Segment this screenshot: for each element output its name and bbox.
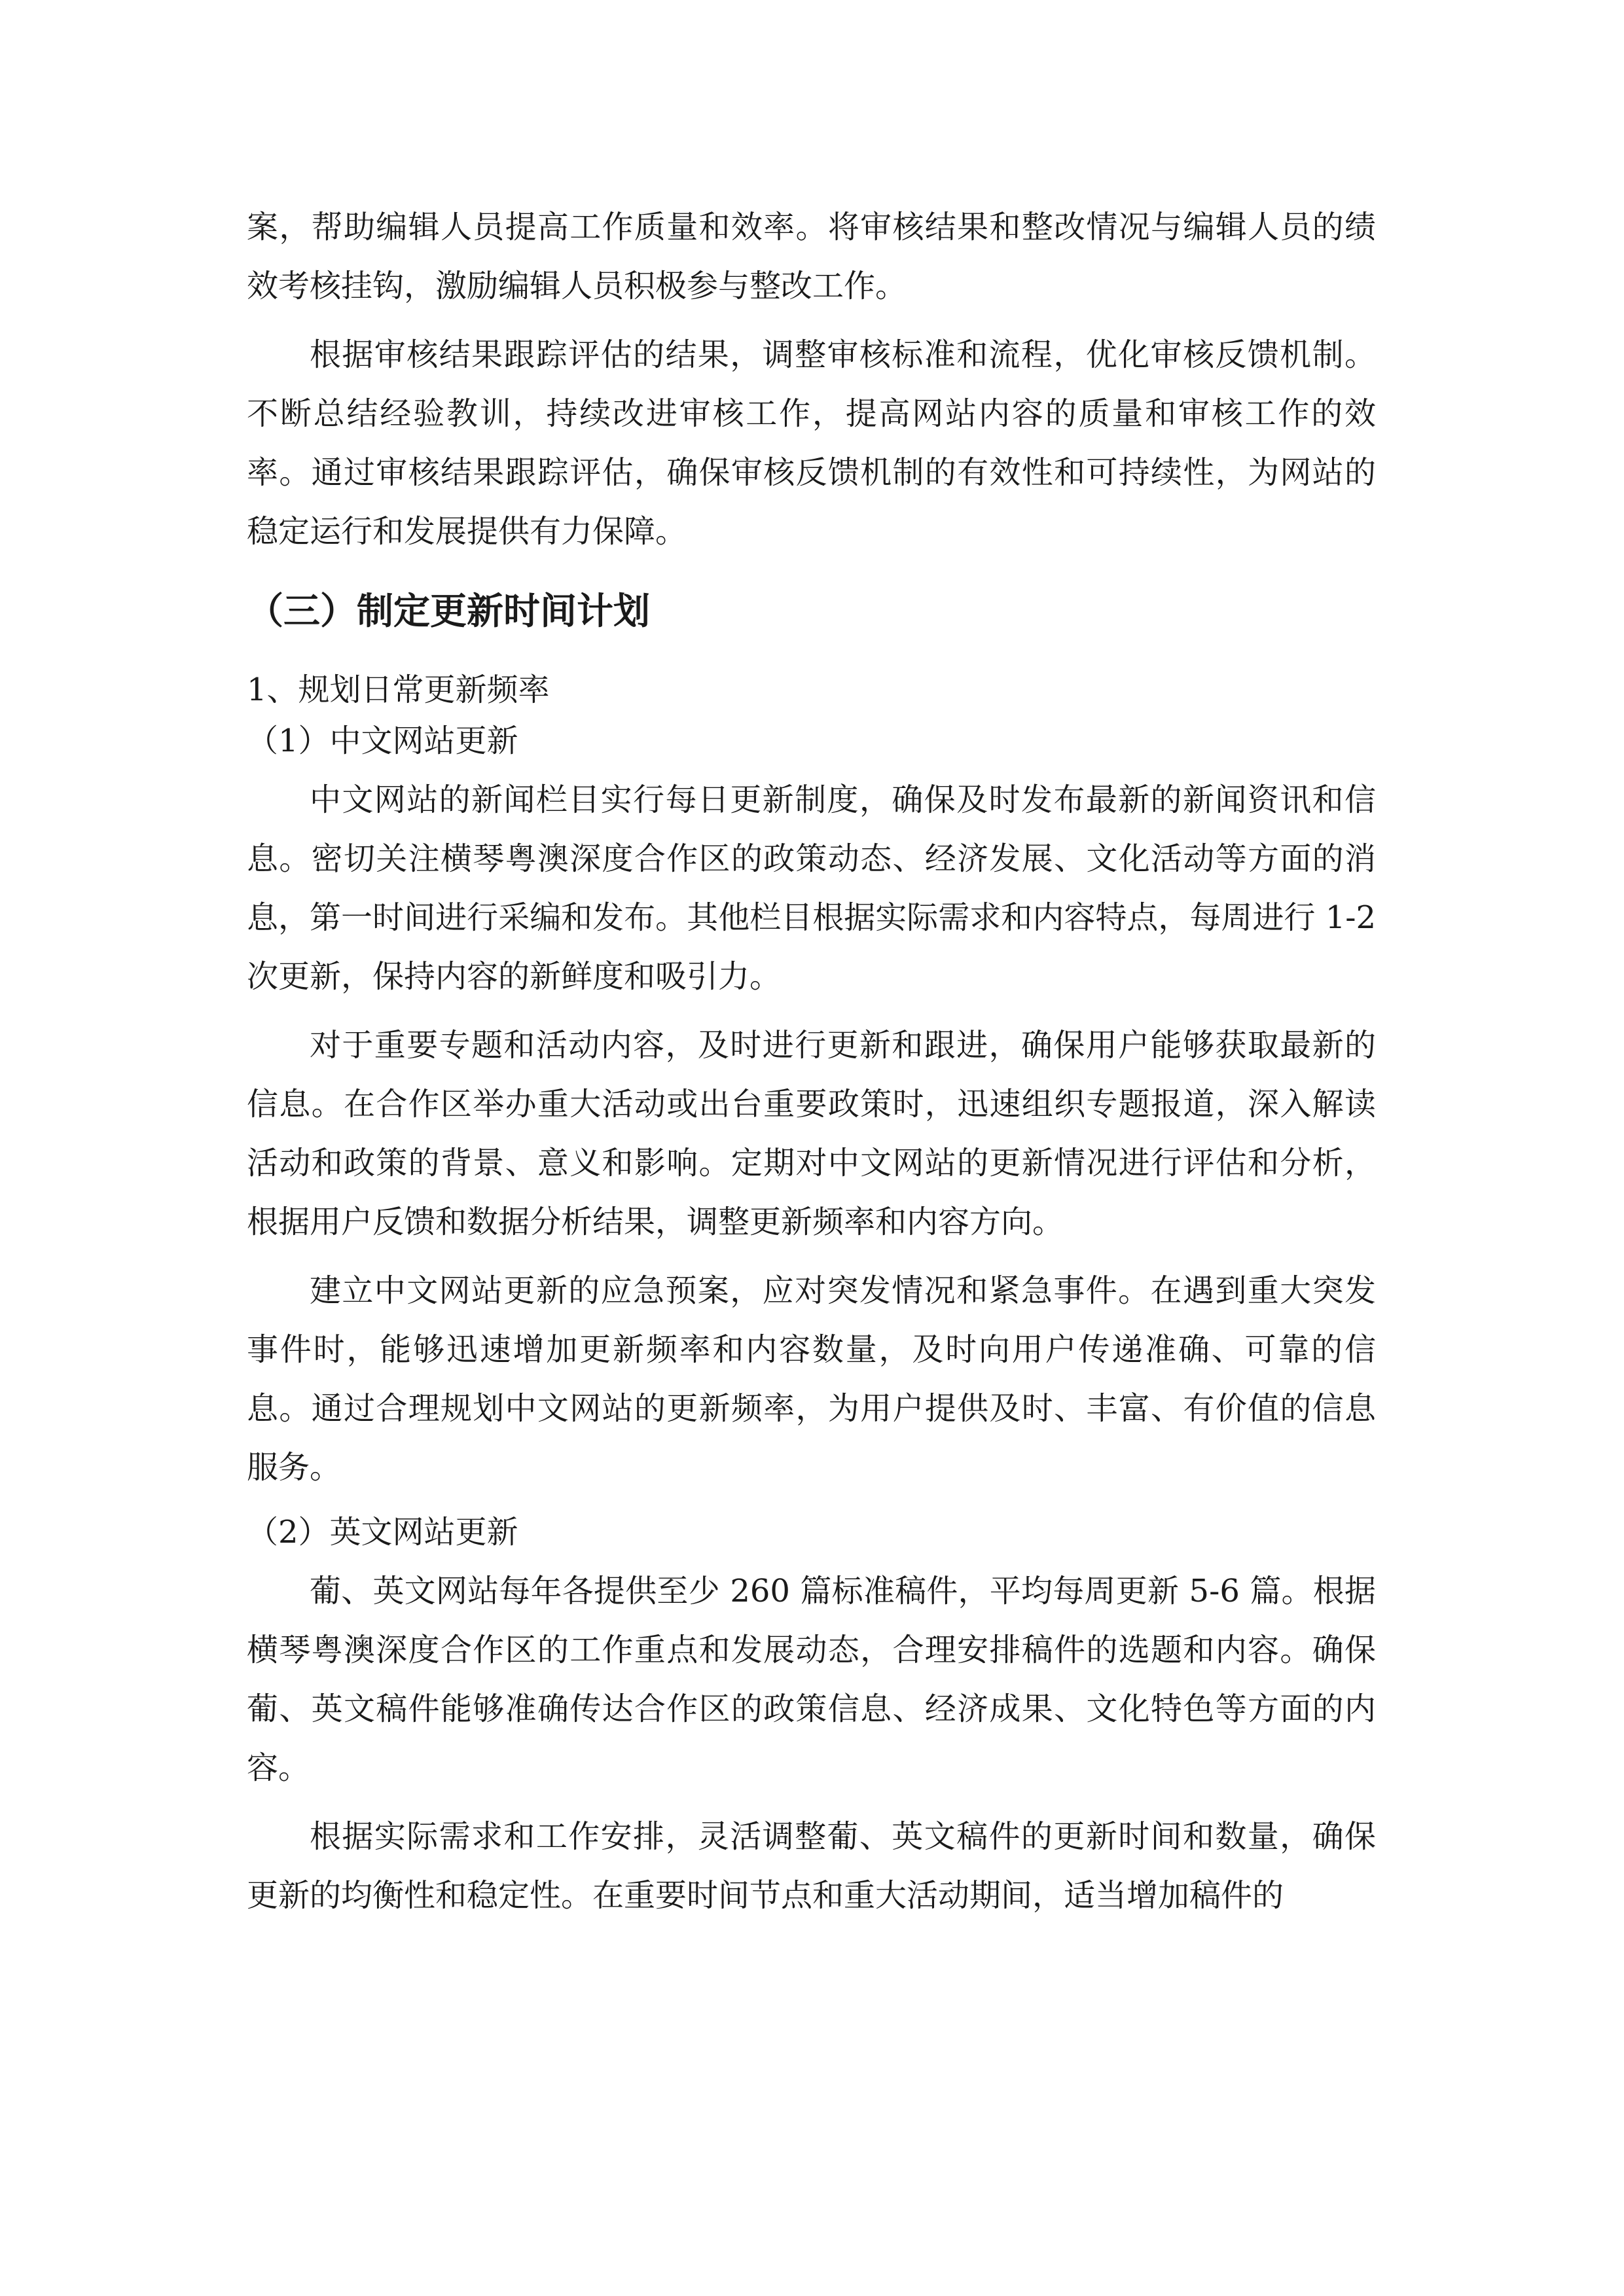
sub-sub-heading-chinese-site: （1）中文网站更新 <box>247 723 518 759</box>
paragraph-review-tracking: 根据审核结果跟踪评估的结果，调整审核标准和流程，优化审核反馈机制。不断总结经验教训，持续改进审核工作，提高网站内容的质量和审核工作的效率。通过审核结果跟踪评估，确保审核反馈机制的有效性和可持续性，为网站的稳定运行和发展提供有力保障。 <box>247 336 1376 550</box>
paragraph-review-rectification: 案，帮助编辑人员提高工作质量和效率。将审核结果和整改情况与编辑人员的绩效考核挂钩，激励编辑人员积极参与整改工作。 <box>247 209 1376 304</box>
section-heading-update-schedule: （三）制定更新时间计划 <box>247 590 650 633</box>
sub-heading-daily-frequency: 1、规划日常更新频率 <box>247 672 550 708</box>
paragraph-english-article-quota: 葡、英文网站每年各提供至少 260 篇标准稿件，平均每周更新 5-6 篇。根据横琴粤澳深度合作区的工作重点和发展动态，合理安排稿件的选题和内容。确保葡、英文稿件能够准确传达合作区的政策信息、经济成果、文化特色等方面的内容。 <box>247 1573 1376 1786</box>
paragraph-english-flexible-schedule: 根据实际需求和工作安排，灵活调整葡、英文稿件的更新时间和数量，确保更新的均衡性和稳定性。在重要时间节点和重大活动期间，适当增加稿件的 <box>247 1818 1376 1914</box>
paragraph-chinese-special-topics: 对于重要专题和活动内容，及时进行更新和跟进，确保用户能够获取最新的信息。在合作区举办重大活动或出台重要政策时，迅速组织专题报道，深入解读活动和政策的背景、意义和影响。定期对中文网站的更新情况进行评估和分析，根据用户反馈和数据分析结果，调整更新频率和内容方向。 <box>247 1027 1376 1240</box>
paragraph-chinese-emergency-plan: 建立中文网站更新的应急预案，应对突发情况和紧急事件。在遇到重大突发事件时，能够迅速增加更新频率和内容数量，及时向用户传递准确、可靠的信息。通过合理规划中文网站的更新频率，为用户提供及时、丰富、有价值的信息服务。 <box>247 1272 1376 1486</box>
paragraph-chinese-daily-update: 中文网站的新闻栏目实行每日更新制度，确保及时发布最新的新闻资讯和信息。密切关注横琴粤澳深度合作区的政策动态、经济发展、文化活动等方面的消息，第一时间进行采编和发布。其他栏目根据实际需求和内容特点，每周进行 1-2 次更新，保持内容的新鲜度和吸引力。 <box>247 781 1376 995</box>
document-body <box>247 198 1376 1925</box>
sub-sub-heading-english-site: （2）英文网站更新 <box>247 1514 518 1551</box>
